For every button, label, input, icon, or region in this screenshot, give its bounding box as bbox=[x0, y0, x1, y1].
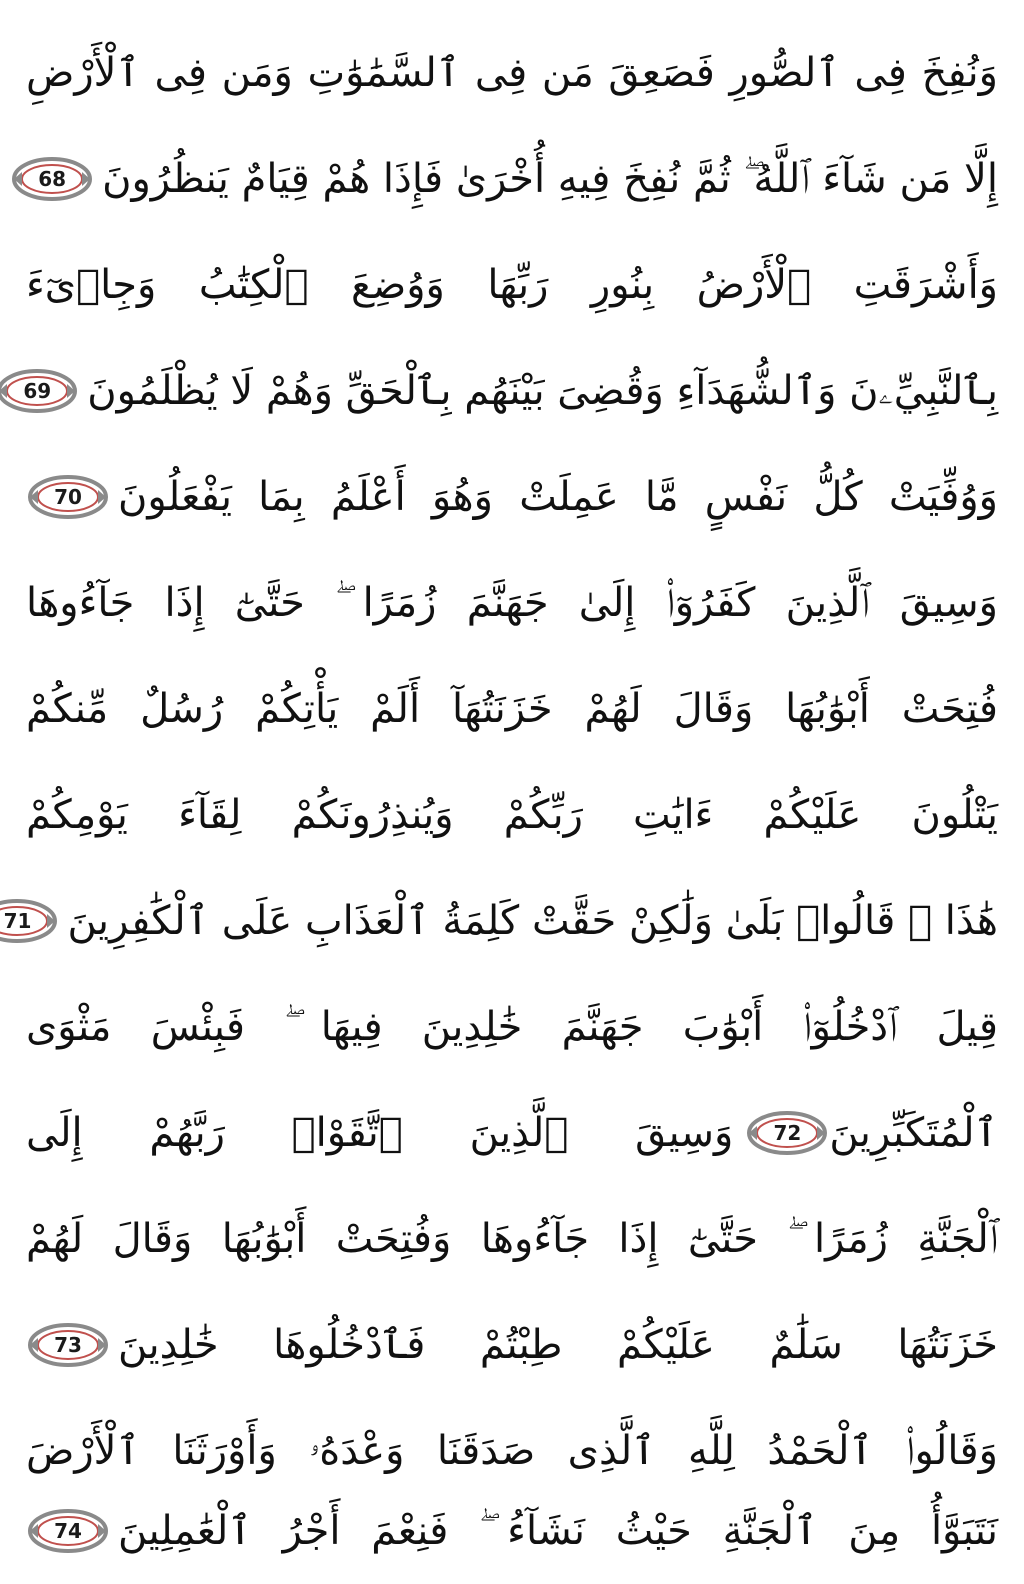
verse-line bbox=[26, 656, 998, 762]
verse-line bbox=[3, 868, 998, 974]
verse-line-text: خَزَنَتُهَا سَلَٰمٌ عَلَيْكُمْ طِبْتُمْ فَٱدْخُلُوهَا خَٰلِدِينَ bbox=[118, 1322, 998, 1368]
ayah-number-marker bbox=[26, 472, 110, 522]
verse-line-text: هَٰذَا ۚ قَالُوا۟ بَلَىٰ وَلَٰكِنْ حَقَّتْ كَلِمَةُ ٱلْعَذَابِ عَلَى ٱلْكَٰفِرِينَ bbox=[67, 898, 998, 944]
ayah-number-marker bbox=[745, 1108, 829, 1158]
verse-line-text: وَأَشْرَقَتِ ٱلْأَرْضُ بِنُورِ رَبِّهَا وَوُضِعَ ٱلْكِتَٰبُ وَجِا۟ىٓءَ bbox=[26, 262, 998, 308]
verse-line-text: فُتِحَتْ أَبْوَٰبُهَا وَقَالَ لَهُمْ خَزَنَتُهَآ أَلَمْ يَأْتِكُمْ رُسُلٌ مِّنكُمْ bbox=[26, 686, 998, 732]
verse-line bbox=[26, 1292, 998, 1398]
verse-line bbox=[26, 232, 998, 338]
verse-line-text: يَتْلُونَ عَلَيْكُمْ ءَايَٰتِ رَبِّكُمْ وَيُنذِرُونَكُمْ لِقَآءَ يَوْمِكُمْ bbox=[26, 792, 998, 838]
ayah-number-marker bbox=[0, 366, 79, 416]
verse-line-text: قِيلَ ٱدْخُلُوٓا۟ أَبْوَٰبَ جَهَنَّمَ خَٰلِدِينَ فِيهَا ۖ فَبِئْسَ مَثْوَى bbox=[26, 1004, 998, 1050]
verse-line-text: نَتَبَوَّأُ مِنَ ٱلْجَنَّةِ حَيْثُ نَشَآءُ ۖ فَنِعْمَ أَجْرُ ٱلْعَٰمِلِينَ bbox=[118, 1508, 998, 1554]
ayah-number-marker bbox=[10, 154, 94, 204]
ayah-number-marker bbox=[0, 896, 59, 946]
verse-line-text: وَنُفِخَ فِى ٱلصُّورِ فَصَعِقَ مَن فِى ٱلسَّمَٰوَٰتِ وَمَن فِى ٱلْأَرْضِ bbox=[26, 50, 998, 96]
ayah-number: 71 bbox=[3, 909, 32, 933]
verse-line-text: وَوُفِّيَتْ كُلُّ نَفْسٍ مَّا عَمِلَتْ وَهُوَ أَعْلَمُ بِمَا يَفْعَلُونَ bbox=[118, 474, 998, 520]
verse-line bbox=[26, 550, 998, 656]
ayah-number: 73 bbox=[54, 1333, 82, 1357]
verse-line bbox=[26, 1186, 998, 1292]
verse-line bbox=[26, 444, 998, 550]
verse-line-text: ٱلْمُتَكَبِّرِينَ bbox=[829, 1110, 998, 1156]
verse-line-text-continued: وَسِيقَ ٱلَّذِينَ ٱتَّقَوْا۟ رَبَّهُمْ إِلَى bbox=[26, 1110, 734, 1156]
verse-line-text: ٱلْجَنَّةِ زُمَرًا ۖ حَتَّىٰٓ إِذَا جَآءُوهَا وَفُتِحَتْ أَبْوَٰبُهَا وَقَالَ لَهُمْ bbox=[26, 1216, 998, 1262]
ayah-number: 68 bbox=[38, 167, 67, 191]
verse-line bbox=[26, 1478, 998, 1584]
ayah-number: 74 bbox=[54, 1519, 82, 1543]
verse-line bbox=[26, 974, 998, 1080]
ayah-number: 72 bbox=[773, 1121, 802, 1145]
verse-line-text: بِٱلنَّبِيِّۦنَ وَٱلشُّهَدَآءِ وَقُضِىَ بَيْنَهُم بِٱلْحَقِّ وَهُمْ لَا يُظْلَمُونَ bbox=[87, 368, 998, 414]
verse-line-text: وَقَالُوا۟ ٱلْحَمْدُ لِلَّهِ ٱلَّذِى صَدَقَنَا وَعْدَهُۥ وَأَوْرَثَنَا ٱلْأَرْضَ bbox=[26, 1428, 998, 1474]
verse-line bbox=[26, 126, 998, 232]
verse-line bbox=[23, 338, 998, 444]
ayah-number-marker bbox=[26, 1320, 110, 1370]
verse-line bbox=[26, 762, 998, 868]
ayah-number: 69 bbox=[23, 379, 52, 403]
ayah-number: 70 bbox=[54, 485, 82, 509]
verse-line bbox=[26, 20, 998, 126]
ayah-number-marker bbox=[26, 1506, 110, 1556]
verse-line-text: وَسِيقَ ٱلَّذِينَ كَفَرُوٓا۟ إِلَىٰ جَهَنَّمَ زُمَرًا ۖ حَتَّىٰٓ إِذَا جَآءُوهَا bbox=[26, 580, 998, 626]
verse-line bbox=[26, 1080, 998, 1186]
verse-line-text: إِلَّا مَن شَآءَ ٱللَّهُ ۖ ثُمَّ نُفِخَ فِيهِ أُخْرَىٰ فَإِذَا هُمْ قِيَامٌ يَنظُرُونَ bbox=[102, 156, 998, 202]
